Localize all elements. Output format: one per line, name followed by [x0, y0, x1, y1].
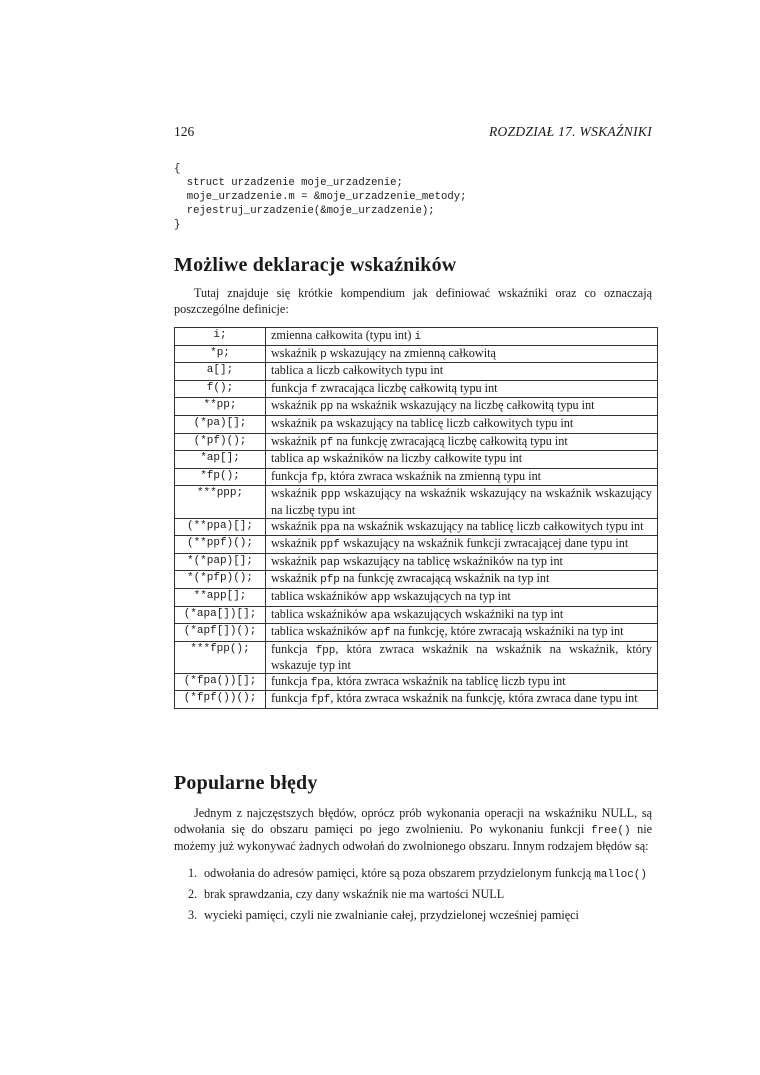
declaration-cell: *ap[];: [175, 451, 266, 469]
declaration-cell: (**ppf)();: [175, 536, 266, 554]
meaning-cell: wskaźnik ppp wskazujący na wskaźnik wskazujący na wskaźnik wskazujący na liczbę typu int: [266, 486, 658, 518]
table-row: [175, 553, 658, 571]
identifier: app: [370, 591, 391, 604]
declaration-cell: (*pf)();: [175, 433, 266, 451]
code-line: moje_urzadzenie.m = &moje_urzadzenie_metody;: [174, 191, 467, 203]
identifier: fp: [310, 471, 324, 484]
identifier: ap: [306, 454, 320, 467]
declaration-cell: *p;: [175, 345, 266, 363]
code-block: [174, 162, 466, 232]
identifier: p: [320, 348, 327, 361]
meaning-cell: wskaźnik ppa na wskaźnik wskazujący na tablicę liczb całkowitych typu int: [266, 518, 658, 536]
declaration-cell: (**ppa)[];: [175, 518, 266, 536]
declaration-cell: **app[];: [175, 588, 266, 606]
table-row: [175, 536, 658, 554]
meaning-cell: funkcja fpp, która zwraca wskaźnik na wskaźnik na wskaźnik, który wskazuje typ int: [266, 641, 658, 673]
section-heading-errors: Popularne błędy: [174, 772, 318, 794]
identifier: fpp: [315, 644, 336, 657]
table-row: [175, 380, 658, 398]
identifier: pap: [320, 556, 340, 569]
declaration-cell: (*apf[])();: [175, 624, 266, 642]
identifier: i: [414, 331, 422, 343]
table-row: [175, 588, 658, 606]
table-row: [175, 433, 658, 451]
table-row: [175, 624, 658, 642]
declaration-cell: f();: [175, 380, 266, 398]
table-row: [175, 363, 658, 381]
chapter-title: ROZDZIAŁ 17. WSKAŹNIKI: [489, 124, 652, 139]
running-header: [174, 124, 652, 140]
declaration-cell: (*apa[])[];: [175, 606, 266, 624]
identifier: a: [306, 366, 314, 379]
meaning-cell: wskaźnik ppf wskazujący na wskaźnik funkcji zwracającej dane typu int: [266, 536, 658, 554]
identifier: pf: [320, 436, 334, 449]
table-row: [175, 673, 658, 691]
meaning-cell: wskaźnik pfp na funkcję zwracającą wskaźnik na typ int: [266, 571, 658, 589]
declaration-cell: (*pa)[];: [175, 415, 266, 433]
table-row: [175, 518, 658, 536]
identifier: ppf: [320, 539, 340, 552]
section-heading-declarations: Możliwe deklaracje wskaźników: [174, 254, 457, 276]
table-row: [175, 606, 658, 624]
identifier: pa: [320, 418, 334, 431]
declaration-cell: *(*pap)[];: [175, 553, 266, 571]
meaning-cell: tablica a liczb całkowitych typu int: [266, 363, 658, 381]
errors-list: [174, 866, 652, 929]
meaning-cell: tablica wskaźników app wskazujących na typ int: [266, 588, 658, 606]
code-line: struct urzadzenie moje_urzadzenie;: [174, 177, 403, 189]
identifier: pp: [320, 401, 334, 414]
declaration-cell: ***fpp();: [175, 641, 266, 673]
declaration-cell: *fp();: [175, 468, 266, 486]
identifier: ppa: [320, 521, 340, 534]
list-item: 3. wycieki pamięci, czyli nie zwalnianie całej, przydzielonej wcześniej pamięci: [188, 908, 579, 922]
table-row: [175, 486, 658, 518]
list-item: 2. brak sprawdzania, czy dany wskaźnik nie ma wartości NULL: [188, 887, 505, 901]
meaning-cell: wskaźnik pp na wskaźnik wskazujący na liczbę całkowitą typu int: [266, 398, 658, 416]
meaning-cell: wskaźnik pap wskazujący na tablicę wskaźników na typ int: [266, 553, 658, 571]
declaration-cell: **pp;: [175, 398, 266, 416]
declaration-cell: a[];: [175, 363, 266, 381]
inline-code: malloc(): [594, 869, 648, 881]
meaning-cell: tablica wskaźników apf na funkcję, które zwracają wskaźniki na typ int: [266, 624, 658, 642]
errors-paragraph: Jednym z najczęstszych błędów, oprócz prób wykonania operacji na wskaźniku NULL, są odwołania się do obszaru pamięci po jego zwolnieniu. Po wykonaniu funkcji free() nie możemy już wykonywać żadnych odwołań do zwolnionego obszaru. Innym rodzajem błędów są:: [174, 806, 652, 853]
table-row: [175, 415, 658, 433]
inline-code: free(): [590, 824, 631, 837]
declaration-cell: (*fpf())();: [175, 691, 266, 709]
table-row: [175, 451, 658, 469]
identifier: f: [310, 383, 318, 396]
meaning-cell: tablica wskaźników apa wskazujących wskaźniki na typ int: [266, 606, 658, 624]
table-row: [175, 641, 658, 673]
meaning-cell: funkcja fpf, która zwraca wskaźnik na funkcję, która zwraca dane typu int: [266, 691, 658, 709]
table-row: [175, 345, 658, 363]
meaning-cell: funkcja f zwracająca liczbę całkowitą typu int: [266, 380, 658, 398]
table-row: [175, 468, 658, 486]
identifier: fpf: [310, 694, 331, 707]
code-line: rejestruj_urzadzenie(&moje_urzadzenie);: [174, 205, 435, 217]
meaning-cell: zmienna całkowita (typu int) i: [266, 328, 658, 346]
identifier: fpa: [310, 676, 331, 689]
table-row: [175, 398, 658, 416]
meaning-cell: funkcja fp, która zwraca wskaźnik na zmienną typu int: [266, 468, 658, 486]
declaration-cell: i;: [175, 328, 266, 346]
meaning-cell: wskaźnik pf na funkcję zwracającą liczbę całkowitą typu int: [266, 433, 658, 451]
declaration-cell: ***ppp;: [175, 486, 266, 518]
identifier: apf: [370, 627, 391, 640]
code-line: {: [174, 163, 181, 175]
declaration-cell: *(*pfp)();: [175, 571, 266, 589]
code-line: }: [174, 219, 181, 231]
meaning-cell: funkcja fpa, która zwraca wskaźnik na tablicę liczb typu int: [266, 673, 658, 691]
meaning-cell: wskaźnik pa wskazujący na tablicę liczb całkowitych typu int: [266, 415, 658, 433]
declarations-table: [174, 327, 658, 709]
meaning-cell: wskaźnik p wskazujący na zmienną całkowitą: [266, 345, 658, 363]
list-item: 1. odwołania do adresów pamięci, które są poza obszarem przydzielonym funkcją malloc(): [188, 866, 648, 881]
declarations-intro: Tutaj znajduje się krótkie kompendium jak definiować wskaźniki oraz co oznaczają poszczególne definicje:: [174, 286, 652, 316]
table-row: [175, 691, 658, 709]
identifier: apa: [370, 609, 391, 622]
table-row: [175, 328, 658, 346]
identifier: pfp: [320, 574, 340, 587]
table-row: [175, 571, 658, 589]
page-number: 126: [174, 124, 195, 139]
declaration-cell: (*fpa())[];: [175, 673, 266, 691]
meaning-cell: tablica ap wskaźników na liczby całkowite typu int: [266, 451, 658, 469]
identifier: ppp: [320, 489, 341, 502]
